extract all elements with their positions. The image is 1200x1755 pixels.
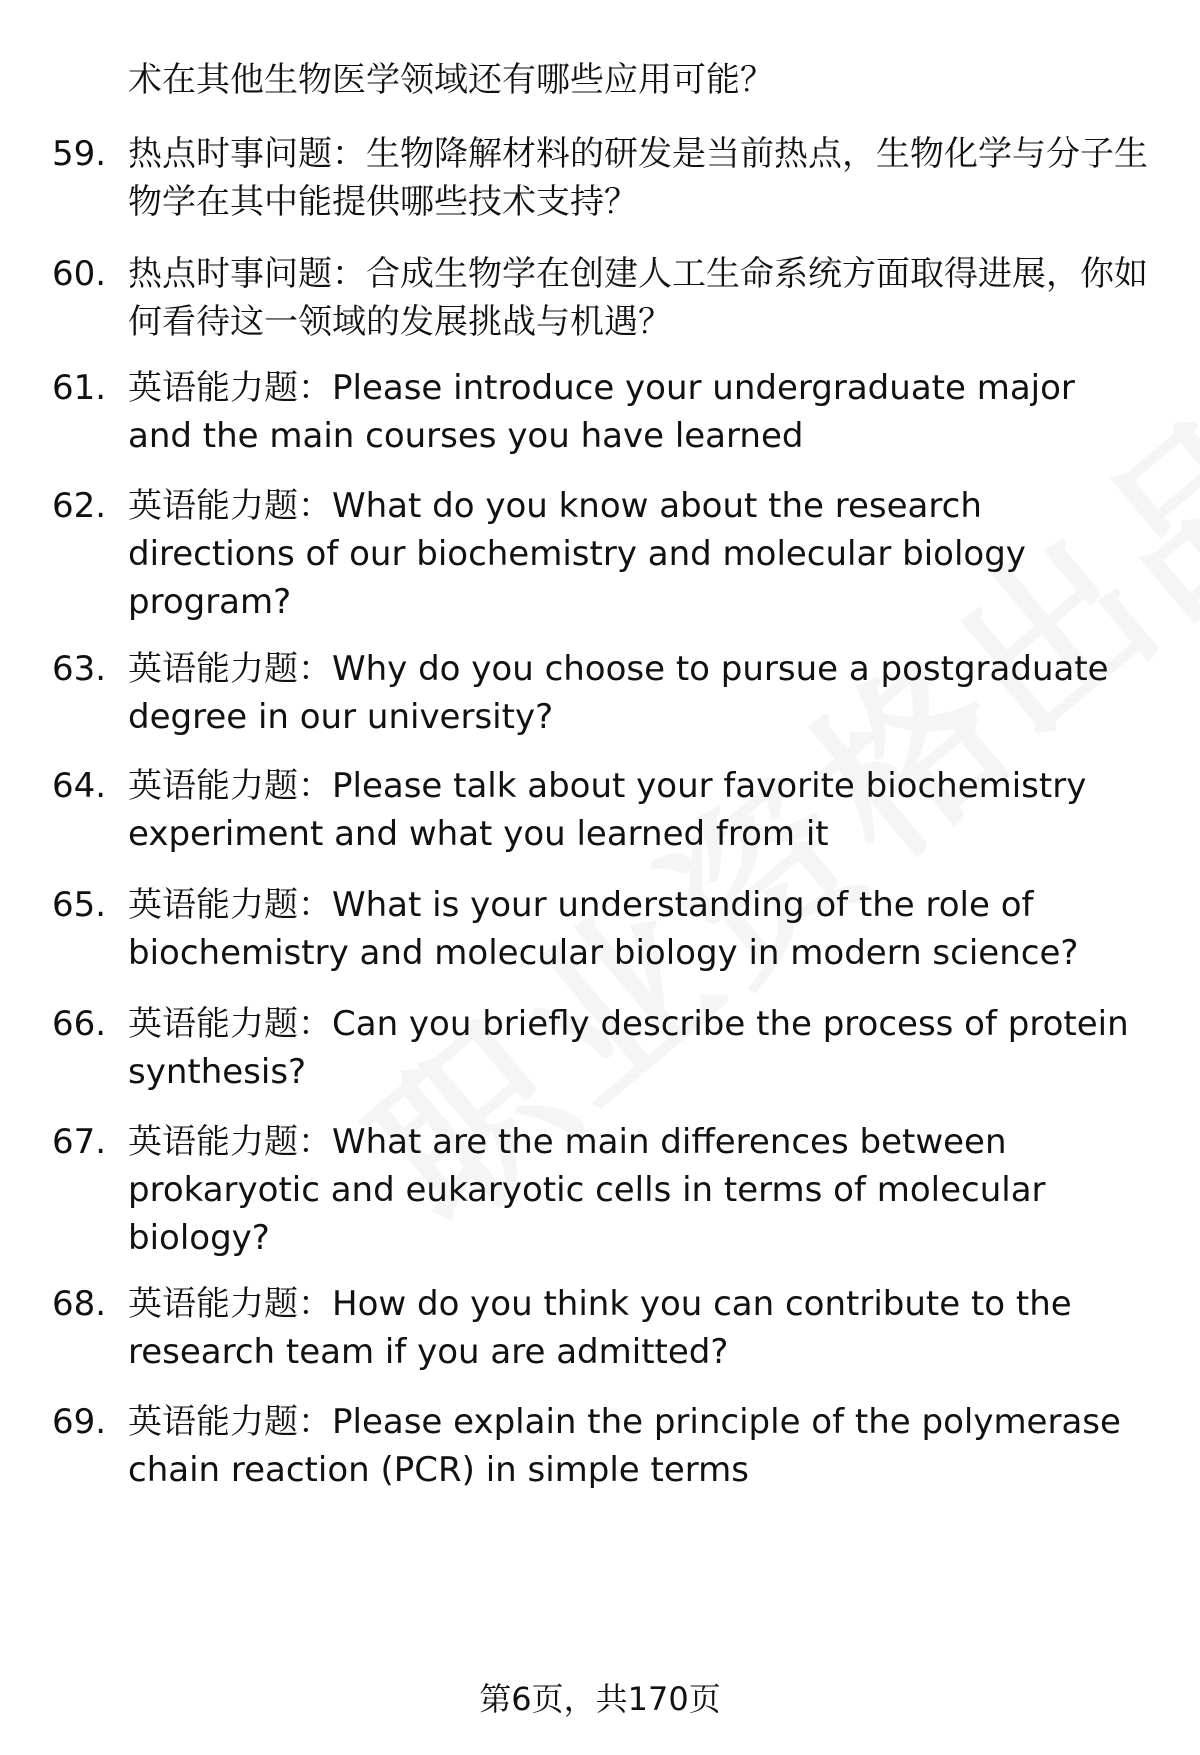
question-text: 热点时事问题：生物降解材料的研发是当前热点，生物化学与分子生物学在其中能提供哪些技术支持？ — [128, 134, 1148, 222]
question-text: 英语能力题：How do you think you can contribute to the research team if you are admitted? — [128, 1284, 1072, 1372]
question-text: 热点时事问题：合成生物学在创建人工生命系统方面取得进展，你如何看待这一领域的发展挑战与机遇？ — [128, 254, 1148, 342]
question-number: 66. — [52, 1004, 107, 1044]
question-text: 英语能力题：Please talk about your favorite biochemistry experiment and what you learned from it — [128, 766, 1087, 854]
question-number: 59. — [52, 134, 107, 174]
question-number: 68. — [52, 1284, 107, 1324]
question-text: 英语能力题：What is your understanding of the role of biochemistry and molecular biology in modern science? — [128, 885, 1079, 973]
question-text: 英语能力题：Can you briefly describe the process of protein synthesis? — [128, 1004, 1129, 1092]
question-number: 62. — [52, 486, 107, 526]
page-footer: 第6页，共170页 — [479, 1680, 721, 1718]
question-text: 英语能力题：What are the main differences between prokaryotic and eukaryotic cells in terms of molecular biology? — [128, 1122, 1046, 1258]
question-continuation: 术在其他生物医学领域还有哪些应用可能？ — [128, 60, 774, 100]
question-number: 63. — [52, 649, 107, 689]
question-text: 英语能力题：What do you know about the research directions of our biochemistry and molecular biology program? — [128, 486, 1026, 622]
question-text: 英语能力题：Please explain the principle of the polymerase chain reaction (PCR) in simple terms — [128, 1402, 1121, 1490]
question-number: 67. — [52, 1122, 107, 1162]
question-number: 65. — [52, 885, 107, 925]
question-number: 69. — [52, 1402, 107, 1442]
question-text: 英语能力题：Why do you choose to pursue a postgraduate degree in our university? — [128, 649, 1109, 737]
question-number: 60. — [52, 254, 107, 294]
question-text: 英语能力题：Please introduce your undergraduate major and the main courses you have learned — [128, 368, 1075, 456]
question-number: 64. — [52, 766, 107, 806]
question-number: 61. — [52, 368, 107, 408]
